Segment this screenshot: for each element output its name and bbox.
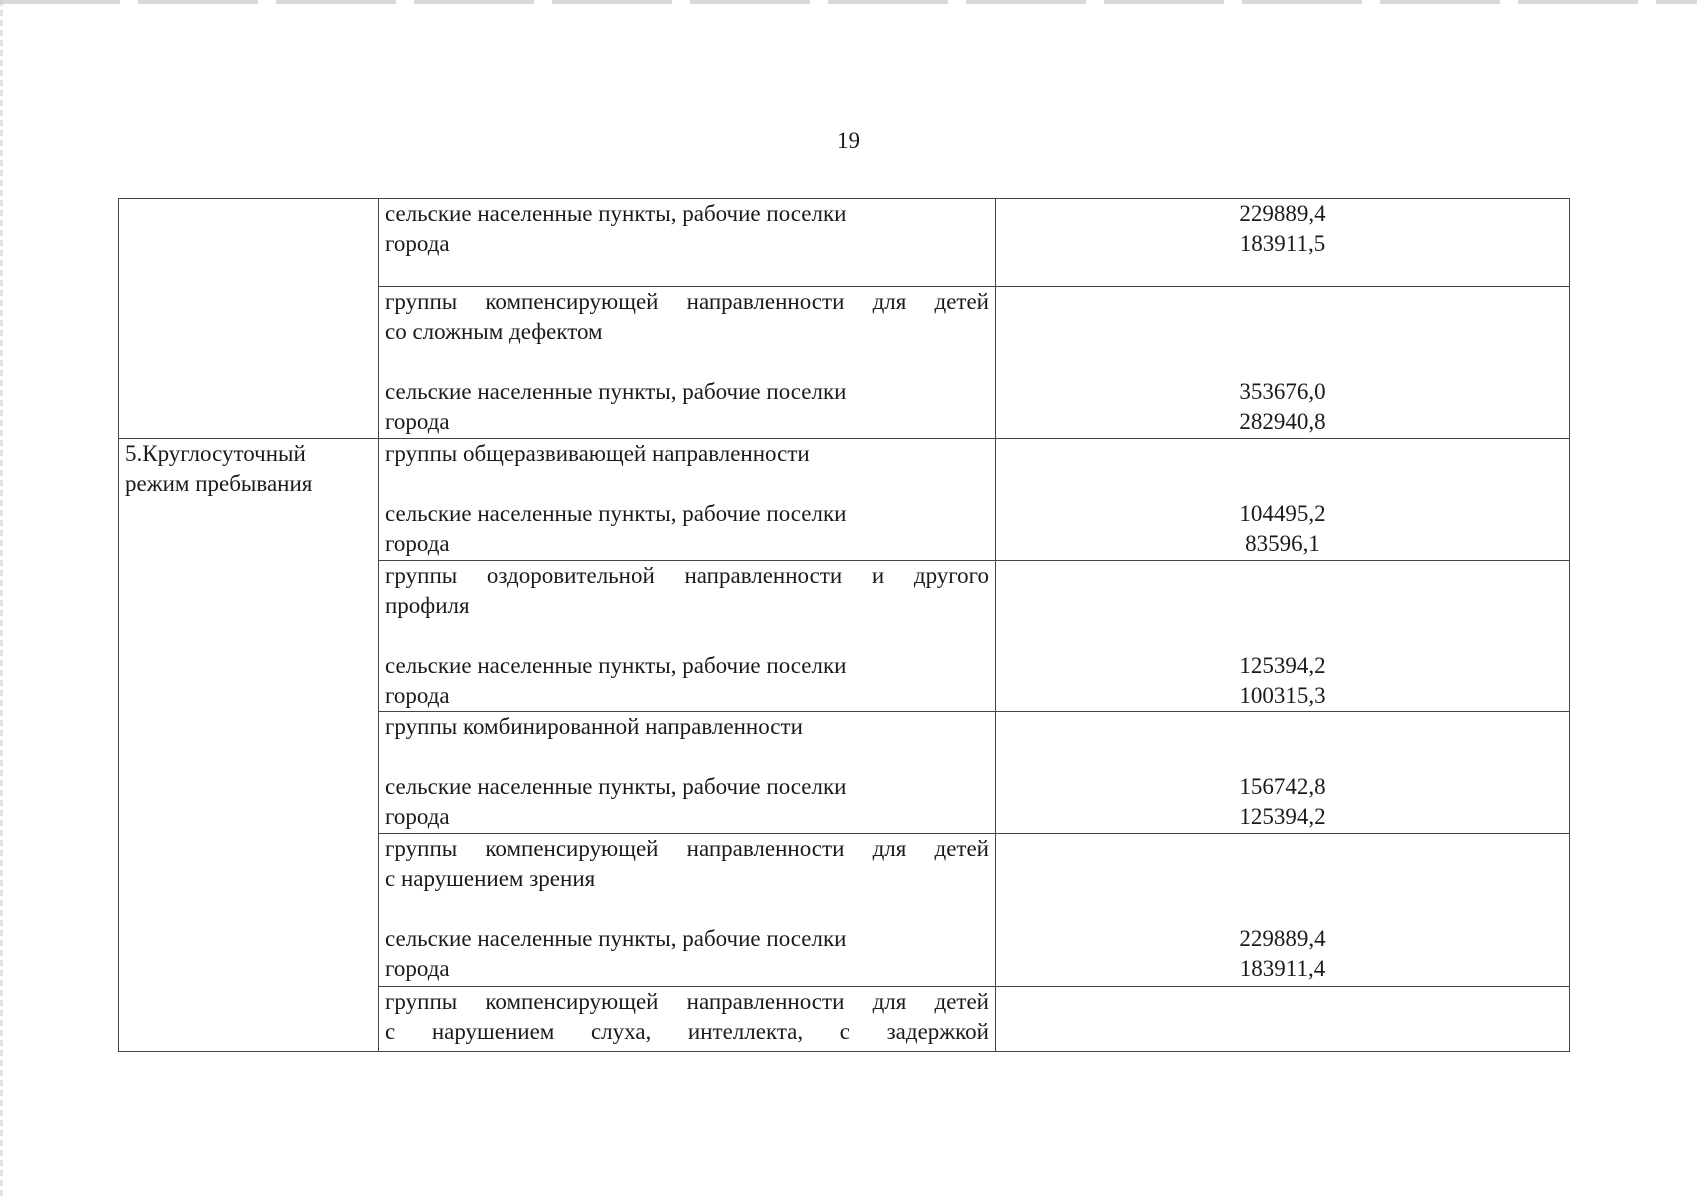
scan-edge-left [0, 0, 3, 1200]
value-cell [996, 712, 1570, 834]
sub-line-rural: сельские населенные пункты, рабочие поселки [385, 925, 847, 951]
group-title: группы компенсирующей направленности для детей [385, 988, 989, 1014]
scan-edge-top [0, 0, 1697, 4]
value-cities: 282940,8 [1239, 409, 1326, 435]
value-rural: 229889,4 [1239, 925, 1326, 951]
group-cell [379, 287, 996, 439]
sub-line-rural: сельские населенные пункты, рабочие поселки [385, 201, 847, 226]
group-cell [379, 199, 996, 287]
value-rural: 156742,8 [1239, 774, 1326, 800]
sub-line-cities: города [385, 531, 450, 557]
sub-line-rural: сельские населенные пункты, рабочие поселки [385, 379, 847, 405]
group-title: со сложным дефектом [385, 319, 603, 345]
category-label: режим пребывания [125, 471, 313, 497]
page-number: 19 [837, 128, 860, 153]
group-title: группы комбинированной направленности [385, 714, 803, 740]
table-row [119, 199, 1570, 287]
sub-line-cities: города [385, 804, 450, 830]
value-cell [996, 560, 1570, 712]
tariff-table [118, 198, 1570, 1052]
group-title: группы оздоровительной направленности и другого [385, 562, 989, 588]
group-title: с нарушением зрения [385, 865, 596, 891]
group-title: группы компенсирующей направленности для детей [385, 835, 989, 861]
group-title: с нарушением слуха, интеллекта, с задержкой [385, 1018, 989, 1044]
group-title: группы общеразвивающей направленности [385, 441, 810, 467]
value-cell-empty [996, 986, 1570, 1051]
category-cell-empty [119, 199, 379, 439]
sub-line-rural: сельские населенные пункты, рабочие поселки [385, 501, 847, 527]
value-cell [996, 439, 1570, 561]
sub-line-cities: города [385, 955, 450, 981]
group-cell [379, 439, 996, 561]
value-rural: 353676,0 [1239, 379, 1326, 405]
value-cell [996, 287, 1570, 439]
value-cell [996, 833, 1570, 986]
category-cell [119, 439, 379, 1052]
value-rural: 104495,2 [1239, 501, 1326, 527]
group-title: профиля [385, 592, 470, 618]
value-cities: 83596,1 [1245, 531, 1320, 557]
table-row [119, 439, 1570, 561]
category-label: 5.Круглосуточный [125, 441, 306, 467]
group-title: группы компенсирующей направленности для детей [385, 289, 989, 315]
value-rural: 125394,2 [1239, 652, 1326, 678]
value-cities: 183911,5 [1239, 231, 1326, 256]
sub-line-cities: города [385, 231, 450, 256]
sub-line-rural: сельские населенные пункты, рабочие поселки [385, 774, 847, 800]
group-cell [379, 833, 996, 986]
value-rural: 229889,4 [1239, 201, 1326, 226]
group-cell [379, 560, 996, 712]
sub-line-cities: города [385, 409, 450, 435]
sub-line-cities: города [385, 682, 450, 708]
value-cities: 125394,2 [1239, 804, 1326, 830]
value-cities: 183911,4 [1239, 955, 1326, 981]
group-cell [379, 712, 996, 834]
value-cell [996, 199, 1570, 287]
group-cell [379, 986, 996, 1051]
value-cities: 100315,3 [1239, 682, 1326, 708]
sub-line-rural: сельские населенные пункты, рабочие поселки [385, 652, 847, 678]
